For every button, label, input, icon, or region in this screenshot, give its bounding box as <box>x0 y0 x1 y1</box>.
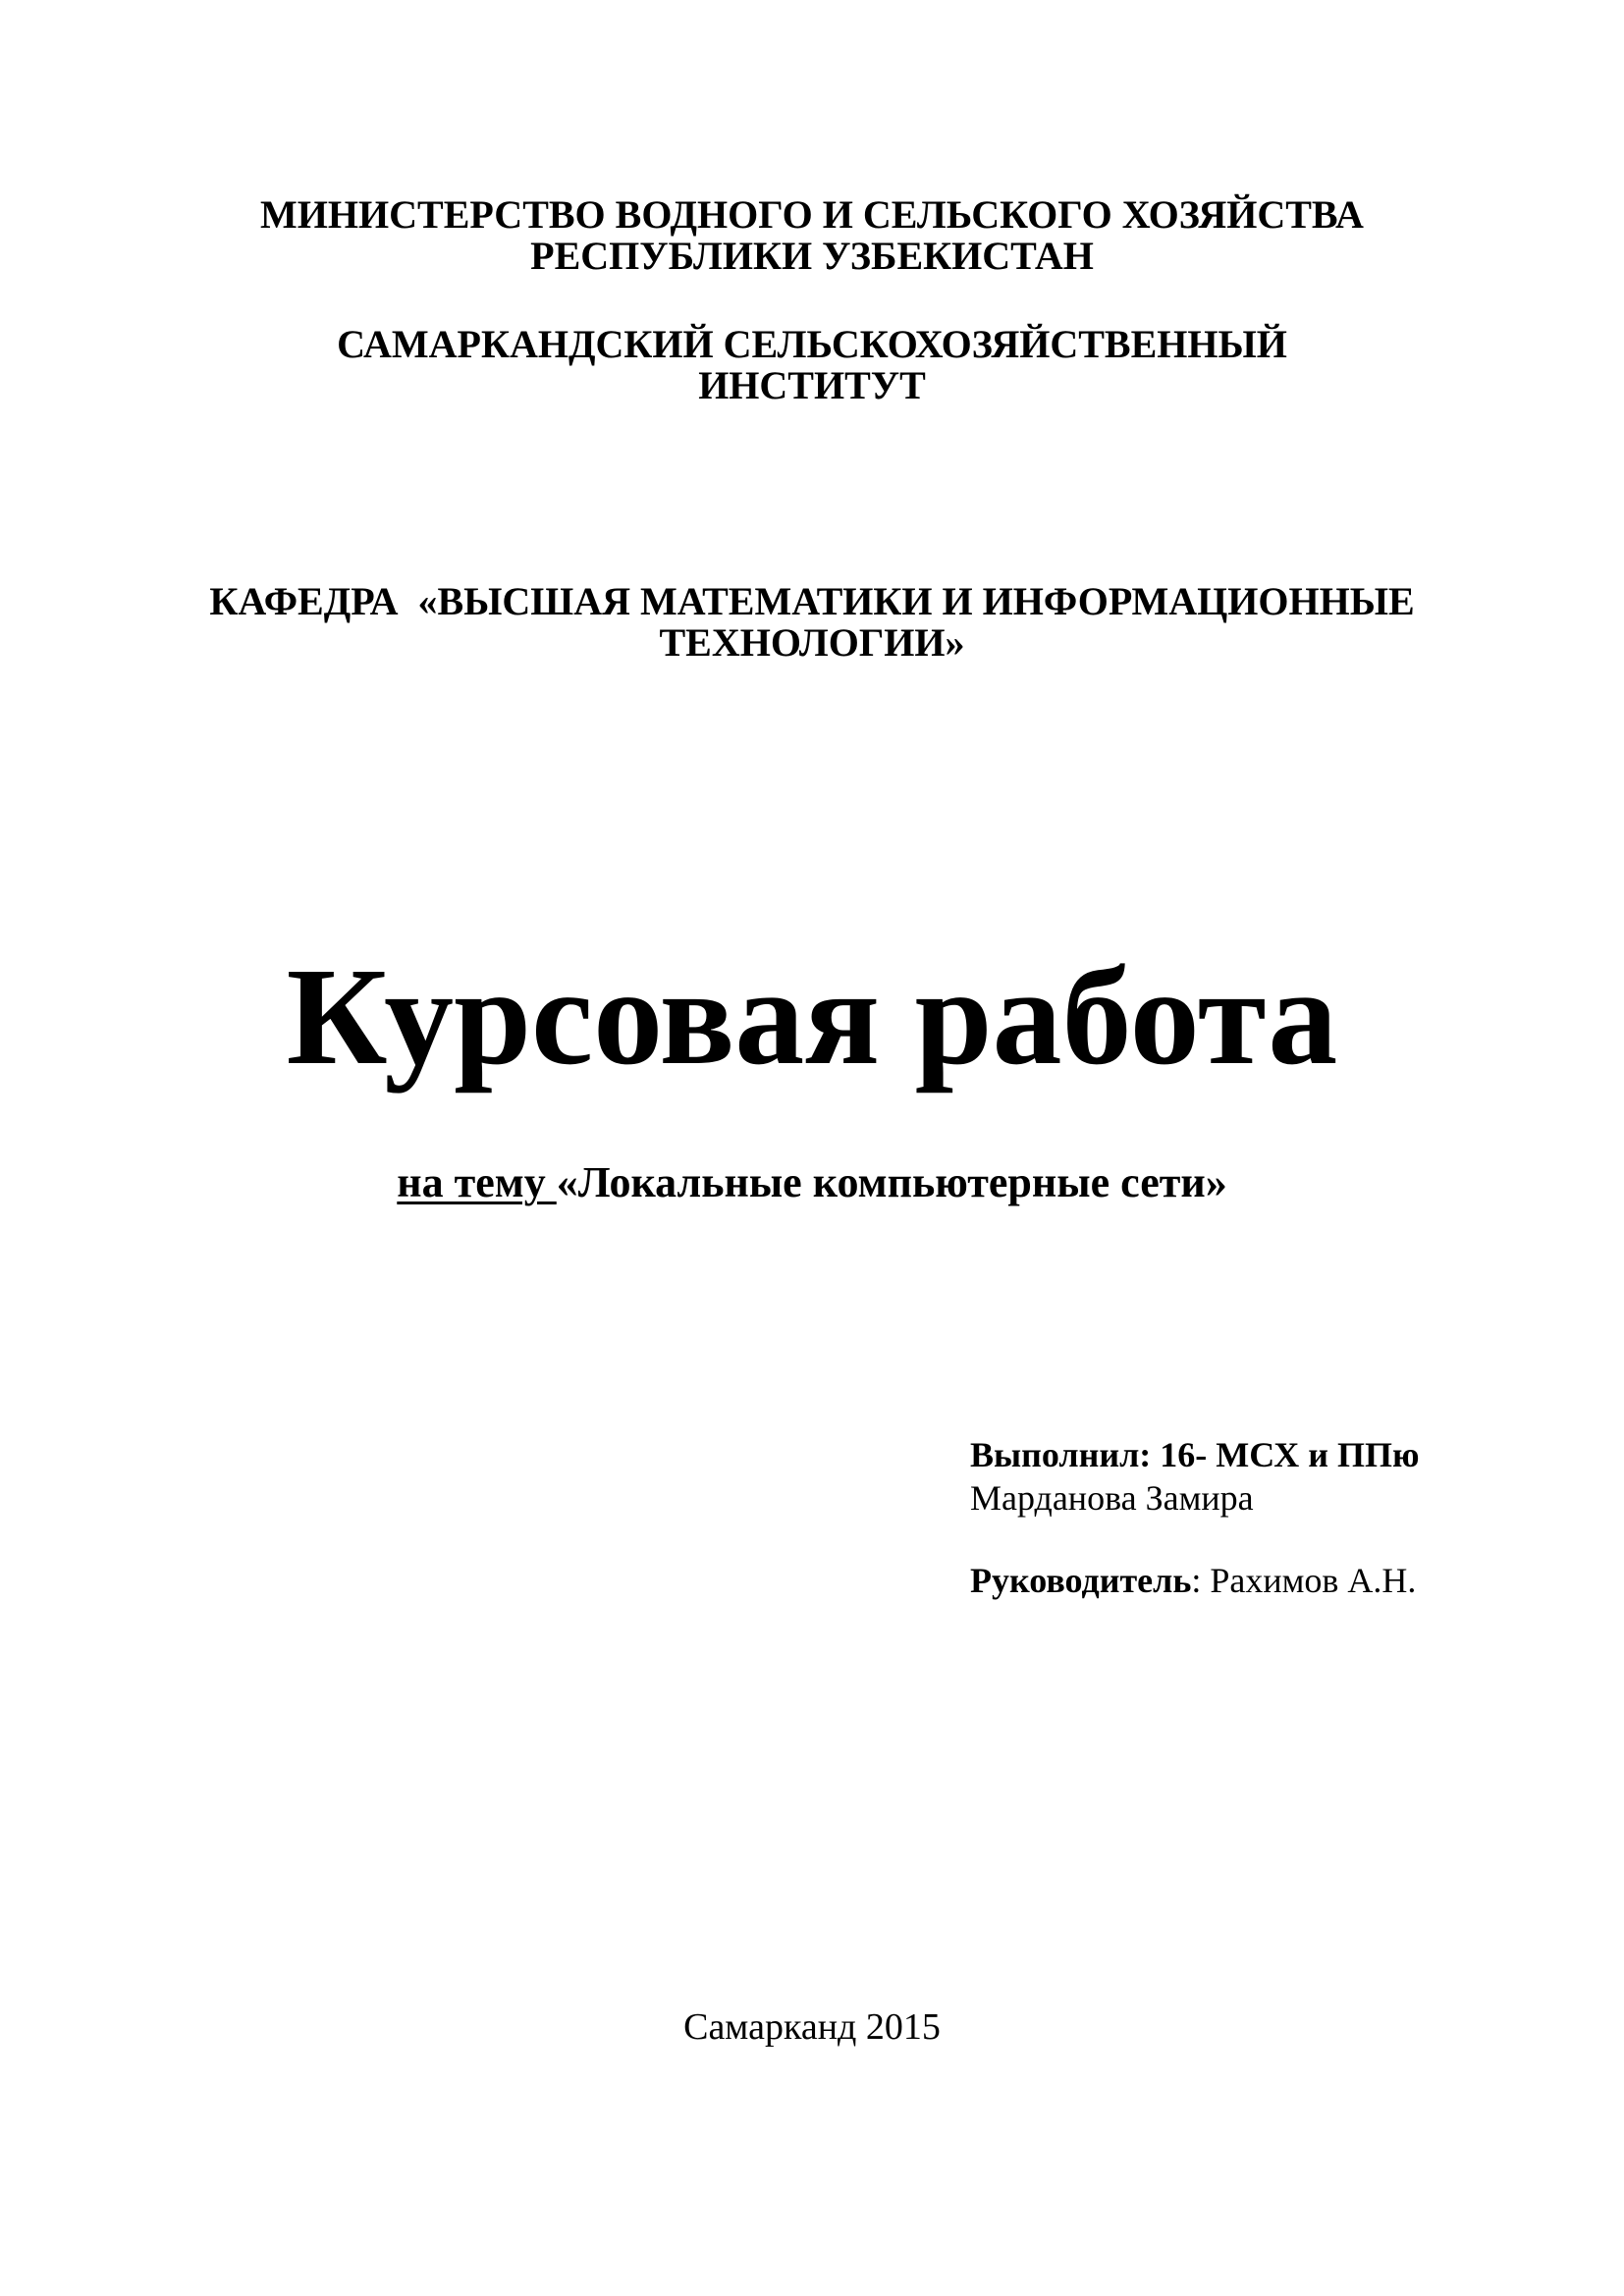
topic-text: «Локальные компьютерные сети» <box>556 1158 1227 1206</box>
topic-line <box>0 1158 1624 1207</box>
document-title: Курсовая работа <box>286 938 1338 1094</box>
topic-prefix: на тему <box>397 1158 557 1206</box>
institute-line-2: ИНСТИТУТ <box>698 363 926 407</box>
supervisor-label: Руководитель <box>970 1561 1192 1600</box>
supervisor-name: : Рахимов А.Н. <box>1191 1561 1417 1600</box>
city-year: Самарканд 2015 <box>683 2006 941 2048</box>
ministry-line-1: МИНИСТЕРСТВО ВОДНОГО И СЕЛЬСКОГО ХОЗЯЙСТВА <box>260 192 1364 237</box>
performed-name: Марданова Замира <box>970 1478 1254 1518</box>
department-line-1: КАФЕДРА «ВЫСШАЯ МАТЕМАТИКИ И ИНФОРМАЦИОННЫЕ <box>209 579 1415 623</box>
department-heading <box>0 581 1624 664</box>
institute-heading <box>0 324 1624 406</box>
performed-label: Выполнил: 16- МСХ и ППю <box>970 1435 1420 1474</box>
institute-line-1: САМАРКАНДСКИЙ СЕЛЬСКОХОЗЯЙСТВЕННЫЙ <box>337 322 1287 366</box>
supervisor-line <box>970 1559 1579 1602</box>
ministry-line-2: РЕСПУБЛИКИ УЗБЕКИСТАН <box>530 234 1094 278</box>
author-spacer <box>970 1520 1579 1559</box>
author-block <box>970 1433 1579 1602</box>
ministry-heading <box>0 194 1624 277</box>
department-line-2: ТЕХНОЛОГИИ» <box>659 620 965 665</box>
